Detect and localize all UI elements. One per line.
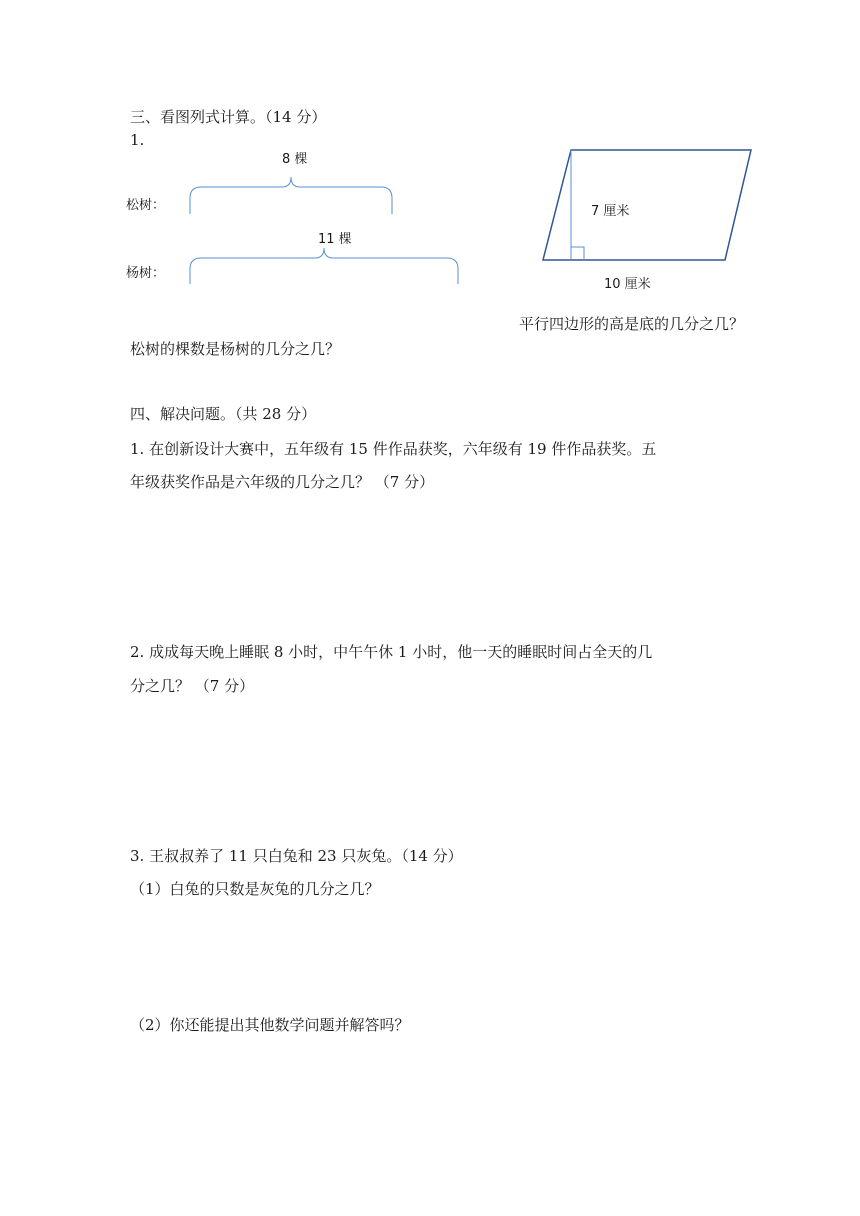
section4-heading: 四、解决问题。（共 28 分） [130,405,317,423]
problem3-sub2: （2）你还能提出其他数学问题并解答吗？ [130,1016,410,1034]
problem2-line2: 分之几？ （7 分） [130,677,255,695]
parallelogram-diagram [0,0,860,320]
base-label: 10 厘米 [604,277,651,292]
problem2-line1: 2. 成成每天晚上睡眠 8 小时，中午午休 1 小时，他一天的睡眠时间占全天的几 [130,643,653,661]
poplar-count-label: 11 棵 [318,232,352,247]
poplar-label: 杨树： [126,266,166,281]
problem3-line1: 3. 王叔叔养了 11 只白兔和 23 只灰兔。（14 分） [130,847,463,865]
height-label: 7 厘米 [591,204,630,219]
right-angle-mark [571,247,584,260]
pine-count-label: 8 棵 [282,152,308,167]
pine-label: 松树： [126,198,166,213]
question1-text: 松树的棵数是杨树的几分之几？ [130,340,341,358]
problem1-line2: 年级获奖作品是六年级的几分之几？ （7 分） [130,473,435,491]
question1-number: 1. [130,131,145,149]
problem1-line1: 1. 在创新设计大赛中，五年级有 15 件作品获奖，六年级有 19 件作品获奖。五 [130,440,657,458]
section3-heading: 三、看图列式计算。（14 分） [130,108,327,126]
problem3-sub1: （1）白兔的只数是灰兔的几分之几？ [130,880,380,898]
parallelogram [543,150,751,260]
question2-text: 平行四边形的高是底的几分之几？ [519,315,745,333]
